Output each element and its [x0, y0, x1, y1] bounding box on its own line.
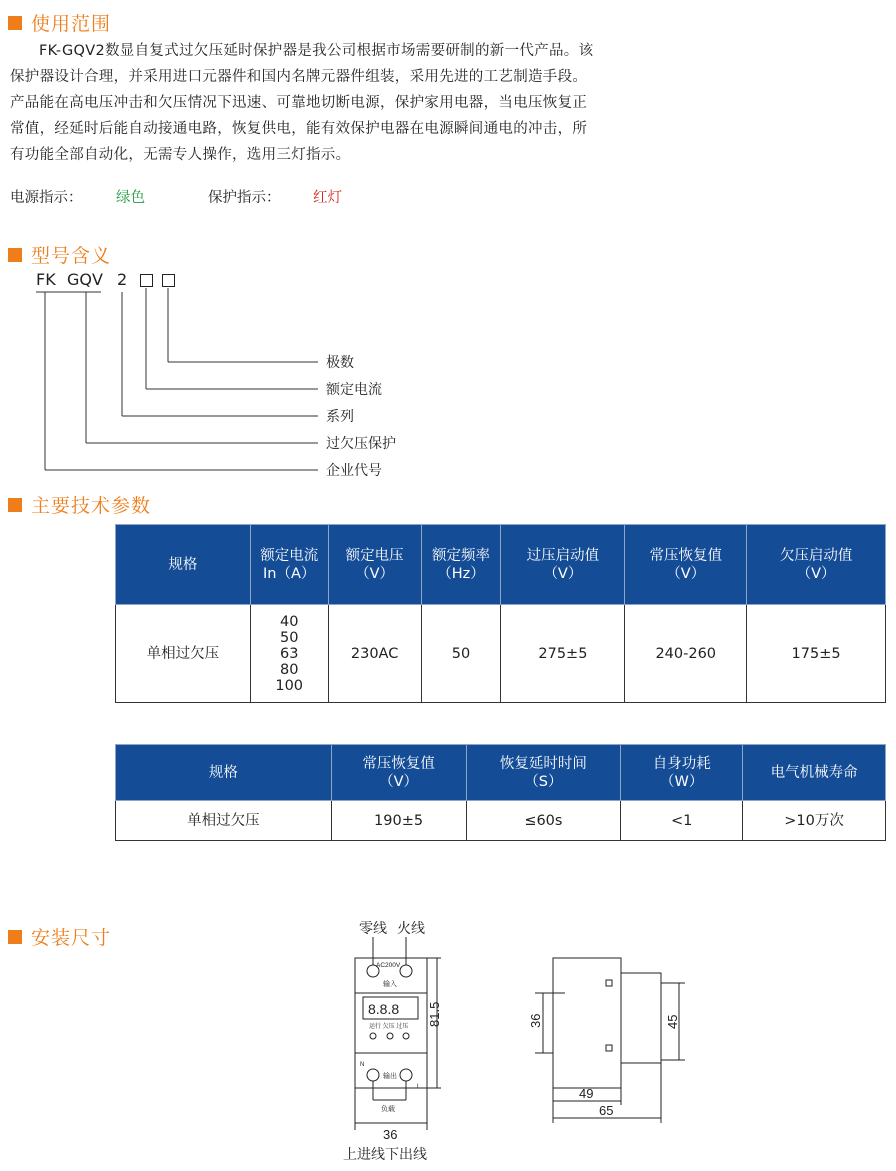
header-cell: 额定电压 （V）: [328, 525, 421, 605]
table-cell-currents: 40 50 63 80 100: [250, 605, 328, 703]
section-marker-icon: [8, 248, 22, 262]
input-label: 输入: [383, 981, 397, 988]
section-title: 使用范围: [31, 13, 112, 35]
model-label-current: 额定电流: [326, 382, 382, 398]
live-terminal-label: L: [417, 1084, 421, 1090]
table-cell: 单相过欠压: [116, 801, 332, 841]
table-cell: 175±5: [747, 605, 886, 703]
table-cell: >10万次: [743, 801, 886, 841]
section-marker-icon: [8, 498, 22, 512]
section-marker-icon: [8, 930, 22, 944]
table-row: [116, 605, 886, 703]
header-cell: 规格: [116, 525, 251, 605]
section-install: [8, 923, 111, 950]
section-tech: [8, 491, 151, 518]
side-dimension-45: 45: [665, 1014, 680, 1029]
ac-rating-label: AC200V: [376, 962, 401, 969]
model-code-gqv: GQV: [67, 270, 103, 289]
table-header-row: [116, 745, 886, 801]
table-header-row: [116, 525, 886, 605]
table-cell: 275±5: [501, 605, 625, 703]
install-dimension-drawing: [335, 915, 695, 1165]
section-marker-icon: [8, 16, 22, 30]
lamp-labels: 运行 欠压 过压: [369, 1024, 409, 1030]
header-cell: 规格: [116, 745, 332, 801]
usage-paragraph: FK-GQV2数显自复式过欠压延时保护器是我公司根据市场需要研制的新一代产品。该保护器设计合理，并采用进口元器件和国内名牌元器件组装，采用先进的工艺制造手段。产品能在高电压冲击和欠压情况下迅速、可靠地切断电源，保护家用电器，当电压恢复正常值，经延时后能自动接通电路，恢复供电，能有效保护电器在电源瞬间通电的冲击，所有功能全部自动化，无需专人操作，选用三灯指示。: [10, 43, 594, 163]
section-title: 主要技术参数: [31, 495, 152, 517]
table-cell: <1: [621, 801, 743, 841]
header-cell: 电气机械寿命: [743, 745, 886, 801]
display-digits: 8.8.8: [368, 1001, 400, 1017]
wiring-caption: 上进线下出线: [343, 1146, 427, 1162]
zero-line-label: 零线: [359, 920, 387, 936]
header-cell: 常压恢复值 （V）: [331, 745, 466, 801]
header-cell: 欠压启动值 （V）: [747, 525, 886, 605]
output-label: 输出: [383, 1073, 397, 1080]
table-row: [116, 801, 886, 841]
section-model: [8, 241, 111, 268]
table-cell: 单相过欠压: [116, 605, 251, 703]
table-cell: 190±5: [331, 801, 466, 841]
table-cell: ≤60s: [466, 801, 621, 841]
table-cell: 240-260: [625, 605, 747, 703]
header-cell: 常压恢复值 （V）: [625, 525, 747, 605]
side-dimension-36: 36: [528, 1013, 543, 1028]
front-view-outline: [355, 958, 427, 1088]
live-line-label: 火线: [397, 920, 425, 936]
model-label-series: 系列: [326, 409, 354, 425]
table-cell: 230AC: [328, 605, 421, 703]
header-cell: 自身功耗 （W）: [621, 745, 743, 801]
power-indicator-value: 绿色: [116, 190, 145, 206]
spec-table-1: [115, 524, 886, 703]
protect-indicator-value: 红灯: [313, 190, 342, 206]
header-cell: 恢复延时时间 （S）: [466, 745, 621, 801]
header-cell: 过压启动值 （V）: [501, 525, 625, 605]
model-label-poles: 极数: [326, 355, 354, 371]
section-title: 型号含义: [31, 245, 112, 267]
model-diagram: [0, 265, 420, 485]
section-usage: [8, 9, 111, 36]
side-view-outline: [553, 958, 621, 1088]
neutral-terminal-label: N: [360, 1062, 365, 1068]
model-label-protection: 过欠压保护: [326, 436, 396, 452]
width-dimension: 36: [383, 1127, 398, 1142]
model-label-company: 企业代号: [326, 463, 382, 479]
load-label: 负载: [381, 1106, 395, 1113]
section-title: 安装尺寸: [31, 927, 112, 949]
power-indicator-label: 电源指示：: [10, 190, 83, 206]
side-dimension-65: 65: [599, 1103, 614, 1118]
table-cell: 50: [421, 605, 501, 703]
header-cell: 额定电流 In（A）: [250, 525, 328, 605]
protect-indicator-label: 保护指示：: [208, 190, 281, 206]
side-dimension-49: 49: [579, 1086, 594, 1101]
model-code-series: 2: [117, 270, 128, 289]
header-cell: 额定频率 （Hz）: [421, 525, 501, 605]
height-dimension: 81.5: [427, 1001, 442, 1027]
spec-table-2: [115, 744, 886, 841]
model-code-fk: FK: [36, 270, 56, 289]
